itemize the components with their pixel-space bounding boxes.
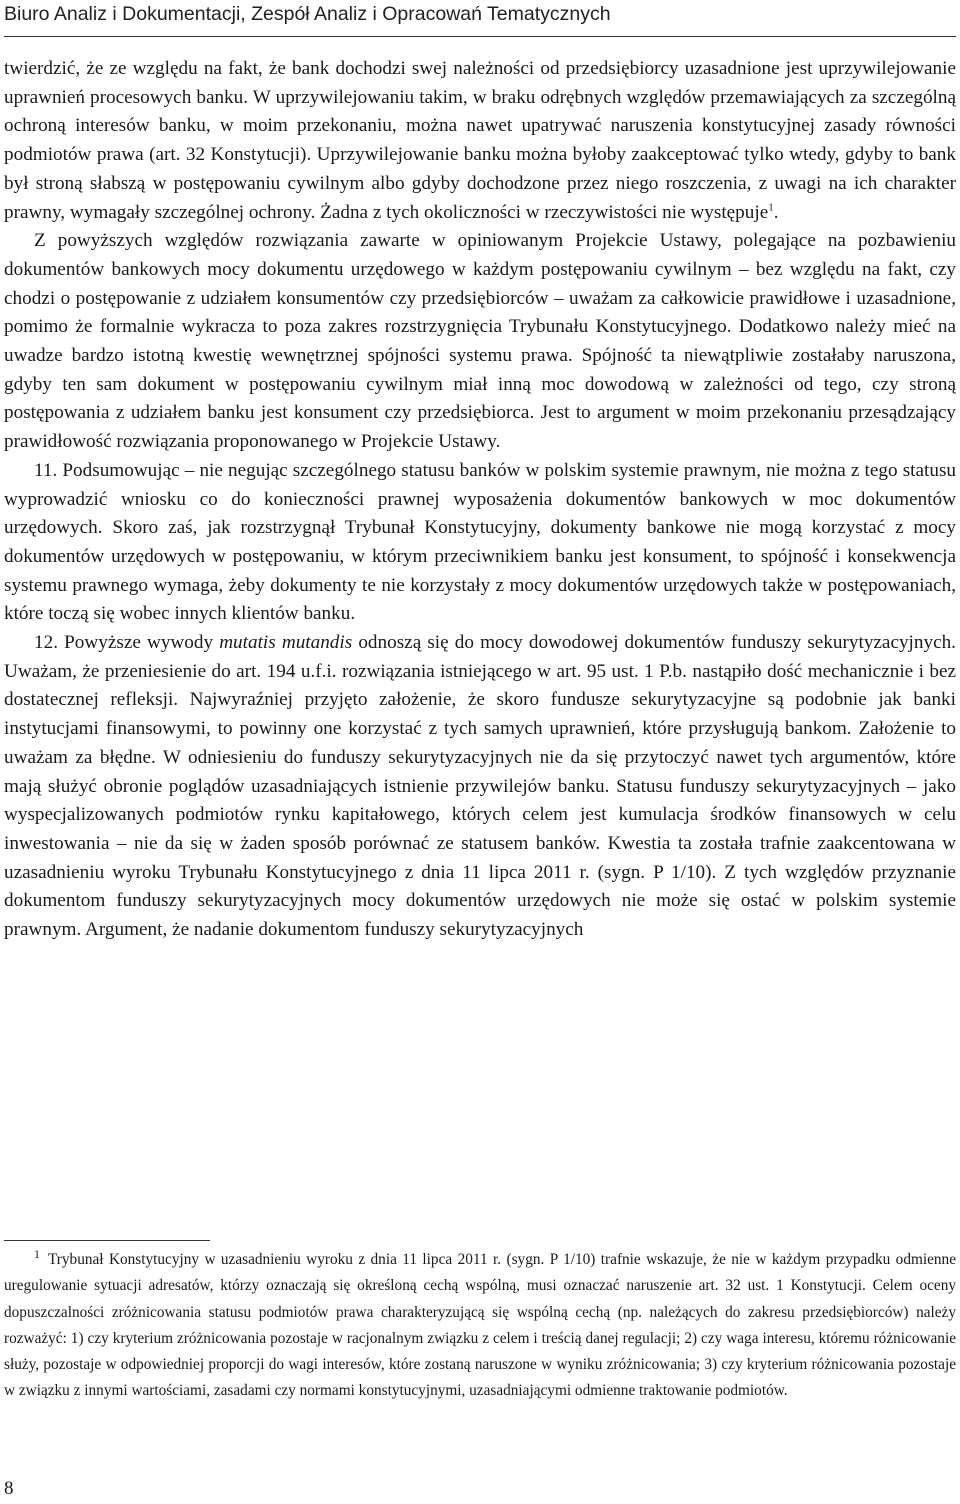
footnote: 1 Trybunał Konstytucyjny w uzasadnieniu wyroku z dnia 11 lipca 2011 r. (sygn. P 1/10) trafnie wskazuje, że nie w każdym przypadku odmienne uregulowanie sytuacji adresatów, którzy oznaczają się określoną cechą wspólną, musi oznaczać naruszenie art. 32 ust. 1 Konstytucji. Celem oceny dopuszczalności zróżnicowania statusu podmiotów prawa charakteryzującą się wspólną cechą (np. należących do zakresu przedsiębiorców) należy rozważyć: 1) czy kryterium zróżnicowania pozostaje w racjonalnym związku z celem i treścią danej regulacji; 2) czy waga interesu, któremu różnicowanie służy, pozostaje w odpowiedniej proporcji do wagi interesów, które zostaną naruszone w wyniku zróżnicowania; 3) czy kryterium różnicowania pozostaje w związku z innymi wartościami, zasadami czy normami konstytucyjnymi, uzasadniającymi odmienne traktowanie podmiotów. bbox=[4, 1247, 956, 1400]
main-text bbox=[4, 55, 956, 945]
footnote-text: Trybunał Konstytucyjny w uzasadnieniu wyroku z dnia 11 lipca 2011 r. (sygn. P 1/10) trafnie wskazuje, że nie w każdym przypadku odmienne uregulowanie sytuacji adresatów, którzy oznaczają się określoną cechą wspólną, musi oznaczać naruszenie art. 32 ust. 1 Konstytucji. Celem oceny dopuszczalności zróżnicowania statusu podmiotów prawa charakteryzującą się wspólną cechą (np. należących do zakresu przedsiębiorców) należy rozważyć: 1) czy kryterium zróżnicowania pozostaje w racjonalnym związku z celem i treścią danej regulacji; 2) czy waga interesu, któremu różnicowanie służy, pozostaje w odpowiedniej proporcji do wagi interesów, które zostaną naruszone w wyniku zróżnicowania; 3) czy kryterium różnicowania pozostaje w związku z innymi wartościami, zasadami czy normami konstytucyjnymi, uzasadniającymi odmienne traktowanie podmiotów. bbox=[4, 1251, 956, 1400]
latin-phrase: mutatis mutandis bbox=[219, 632, 353, 654]
paragraph-11: 11. Podsumowując – nie negując szczególnego statusu banków w polskim systemie prawnym, nie można z tego statusu wyprowadzić wniosku co do konieczności prawnej wyposażenia dokumentów bankowych w moc dokumentów urzędowych. Skoro zaś, jak rozstrzygnął Trybunał Konstytucyjny, dokumenty bankowe nie mogą korzystać z mocy dokumentów urzędowych w postępowaniu, w którym przeciwnikiem banku jest konsument, to spójność i konsekwencja systemu prawnego wymaga, żeby dokumenty te nie korzystały z mocy dokumentów urzędowych także w postępowaniach, które toczą się wobec innych klientów banku. bbox=[4, 459, 956, 625]
header-rule bbox=[4, 36, 956, 37]
paragraph-continuation bbox=[4, 55, 956, 227]
running-title: Biuro Analiz i Dokumentacji, Zespół Analiz i Opracowań Tematycznych bbox=[4, 3, 611, 25]
paragraph-text: 12. Powyższe wywody bbox=[34, 632, 220, 654]
footnote-rule bbox=[4, 1240, 210, 1241]
paragraph-text: twierdzić, że ze względu na fakt, że bank dochodzi swej należności od przedsiębiorcy uzasadnione jest uprzywilejowanie uprawnień procesowych banku. W uprzywilejowaniu takim, w braku odrębnych względów przemawiających za szczególną ochroną interesów banku, w moim przekonaniu, można nawet upatrywać naruszenia konstytucyjnej zasady równości podmiotów prawa (art. 32 Konstytucji). Uprzywilejowanie banku można byłoby zaakceptować tylko wtedy, gdyby to bank był stroną słabszą w postępowaniu cywilnym albo gdyby dochodzone przez niego roszczenia, z uwagi na ich charakter prawny, wymagały szczególnej ochrony. Żadna z tych okoliczności w rzeczywistości nie występuje bbox=[4, 58, 956, 223]
paragraph-end: . bbox=[773, 201, 779, 223]
paragraph-12 bbox=[4, 629, 956, 945]
footnote-reference[interactable]: 1 bbox=[768, 201, 774, 214]
paragraph-text: odnoszą się do mocy dowodowej dokumentów funduszy sekurytyzacyjnych. Uważam, że przeniesienie do art. 194 u.f.i. rozwiązania istniejącego w art. 95 ust. 1 P.b. nastąpiło dość mechanicznie i bez dostatecznej refleksji. Najwyraźniej przyjęto założenie, że skoro fundusze sekurytyzacyjne są podobnie jak banki instytucjami finansowymi, to powinny one korzystać z tych samych uprawnień, które przysługują bankom. Założenie to uważam za błędne. W odniesieniu do funduszy sekurytyzacyjnych nie da się przytoczyć nawet tych argumentów, które mają służyć obronie poglądów uzasadniających istnienie przywilejów banku. Statusu funduszy sekurytyzacyjnych – jako wyspecjalizowanych podmiotów rynku kapitałowego, których celem jest kumulacja środków finansowych w celu inwestowania – nie da się w żaden sposób porównać ze statusem banków. Kwestia ta została trafnie zaakcentowana w uzasadnieniu wyroku Trybunału Konstytucyjnego z dnia 11 lipca 2011 r. (sygn. P 1/10). Z tych względów przyznanie dokumentom funduszy sekurytyzacyjnych mocy dokumentów urzędowych nie może się ostać w polskim systemie prawnym. Argument, że nadanie dokumentom funduszy sekurytyzacyjnych bbox=[4, 632, 956, 941]
running-header bbox=[4, 0, 944, 36]
page-number: 8 bbox=[4, 1478, 14, 1499]
paragraph: Z powyższych względów rozwiązania zawarte w opiniowanym Projekcie Ustawy, polegające na pozbawieniu dokumentów bankowych mocy dokumentu urzędowego w każdym postępowaniu cywilnym – bez względu na fakt, czy chodzi o postępowanie z udziałem konsumentów czy przedsiębiorców – uważam za całkowicie prawidłowe i uzasadnione, pomimo że formalnie wykracza to poza zakres rozstrzygnięcia Trybunału Konstytucyjnego. Dodatkowo należy mieć na uwadze bardzo istotną kwestię wewnętrznej spójności systemu prawa. Spójność ta niewątpliwie zostałaby naruszona, gdyby ten sam dokument w postępowaniu cywilnym miał inną moc dowodową w zależności od tego, czy stroną postępowania z udziałem banku jest konsument czy przedsiębiorca. Jest to argument w moim przekonaniu przesądzający prawidłowość rozwiązania proponowanego w Projekcie Ustawy. bbox=[4, 230, 956, 453]
